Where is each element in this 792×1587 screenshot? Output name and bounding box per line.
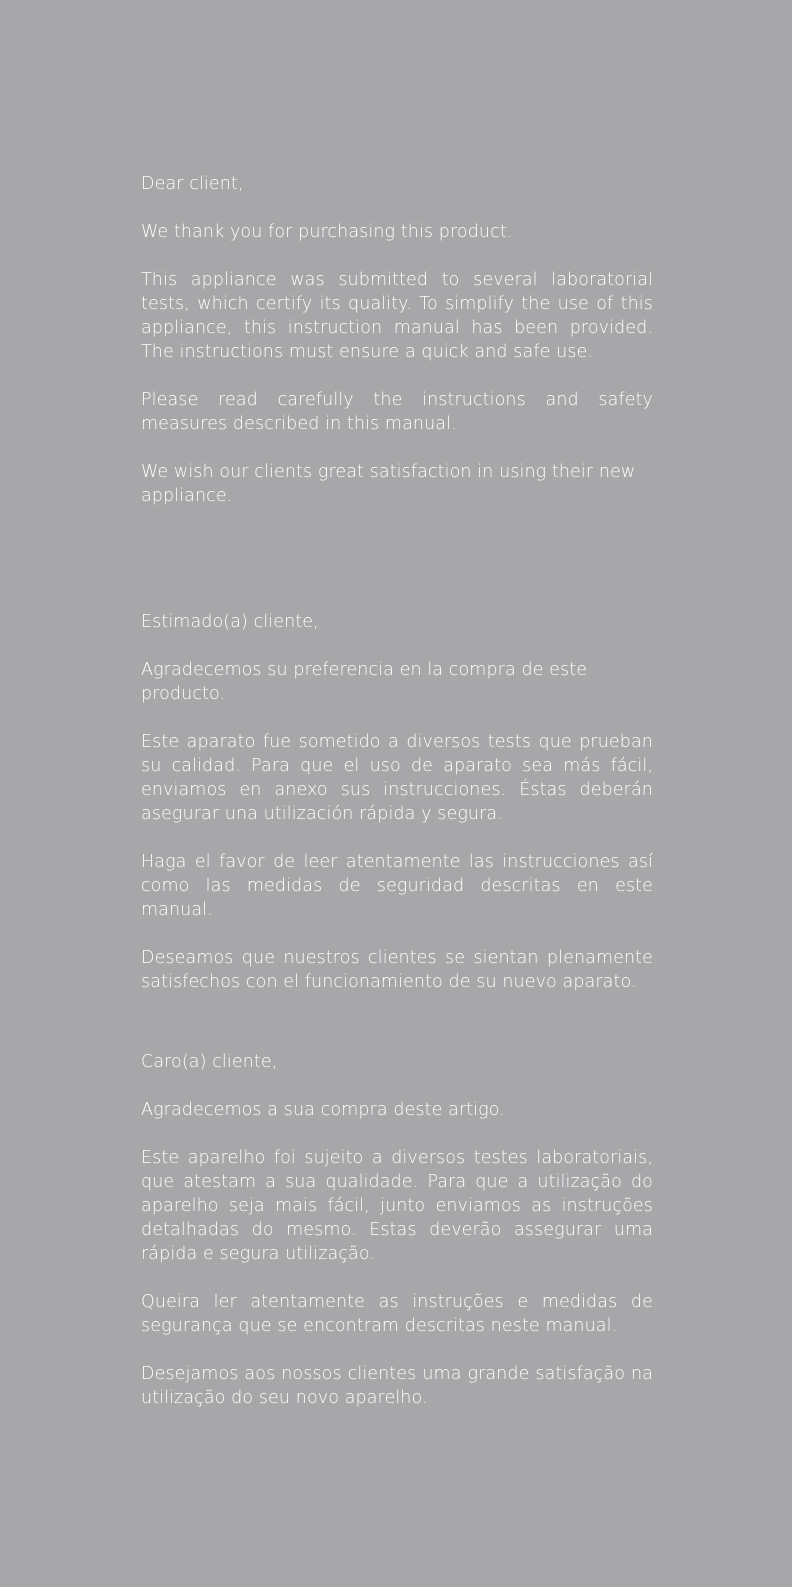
letter-greeting: Caro(a) cliente, xyxy=(141,1052,278,1072)
letter-english xyxy=(141,172,653,508)
letter-paragraph: Agradecemos a sua compra deste artigo. xyxy=(141,1100,505,1120)
letter-paragraph: We wish our clients great satisfaction in using their new appliance. xyxy=(141,462,636,506)
letter-paragraph: Este aparelho foi sujeito a diversos testes laboratoriais, que atestam a sua qualidade. Para que a utilização do aparelho seja mais fácil, junto enviamos as instruções detalhadas do mesmo. Estas deverão assegurar uma rápida e segura utilização. xyxy=(141,1148,653,1264)
letter-greeting: Dear client, xyxy=(141,174,244,194)
letter-paragraph: Este aparato fue sometido a diversos tests que prueban su calidad. Para que el uso de aparato sea más fácil, enviamos en anexo sus instrucciones. Éstas deberán asegurar una utilización rápida y segura. xyxy=(141,732,653,824)
letter-portuguese xyxy=(141,1050,653,1410)
letter-spanish xyxy=(141,610,653,994)
letter-paragraph: This appliance was submitted to several laboratorial tests, which certify its quality. To simplify the use of this appliance, this instruction manual has been provided. The instructions must ensure a quick and safe use. xyxy=(141,270,653,362)
letter-paragraph: Haga el favor de leer atentamente las instrucciones así como las medidas de seguridad descritas en este manual. xyxy=(141,852,653,920)
letter-paragraph: We thank you for purchasing this product. xyxy=(141,222,513,242)
letter-paragraph: Queira ler atentamente as instruções e medidas de segurança que se encontram descritas neste manual. xyxy=(141,1292,653,1336)
letter-paragraph: Desejamos aos nossos clientes uma grande satisfação na utilização do seu novo aparelho. xyxy=(141,1364,653,1408)
letter-paragraph: Please read carefully the instructions and safety measures described in this manual. xyxy=(141,390,653,434)
letter-paragraph: Deseamos que nuestros clientes se sientan plenamente satisfechos con el funcionamiento de su nuevo aparato. xyxy=(141,948,653,992)
letter-paragraph: Agradecemos su preferencia en la compra de este producto. xyxy=(141,660,588,704)
letter-greeting: Estimado(a) cliente, xyxy=(141,612,319,632)
